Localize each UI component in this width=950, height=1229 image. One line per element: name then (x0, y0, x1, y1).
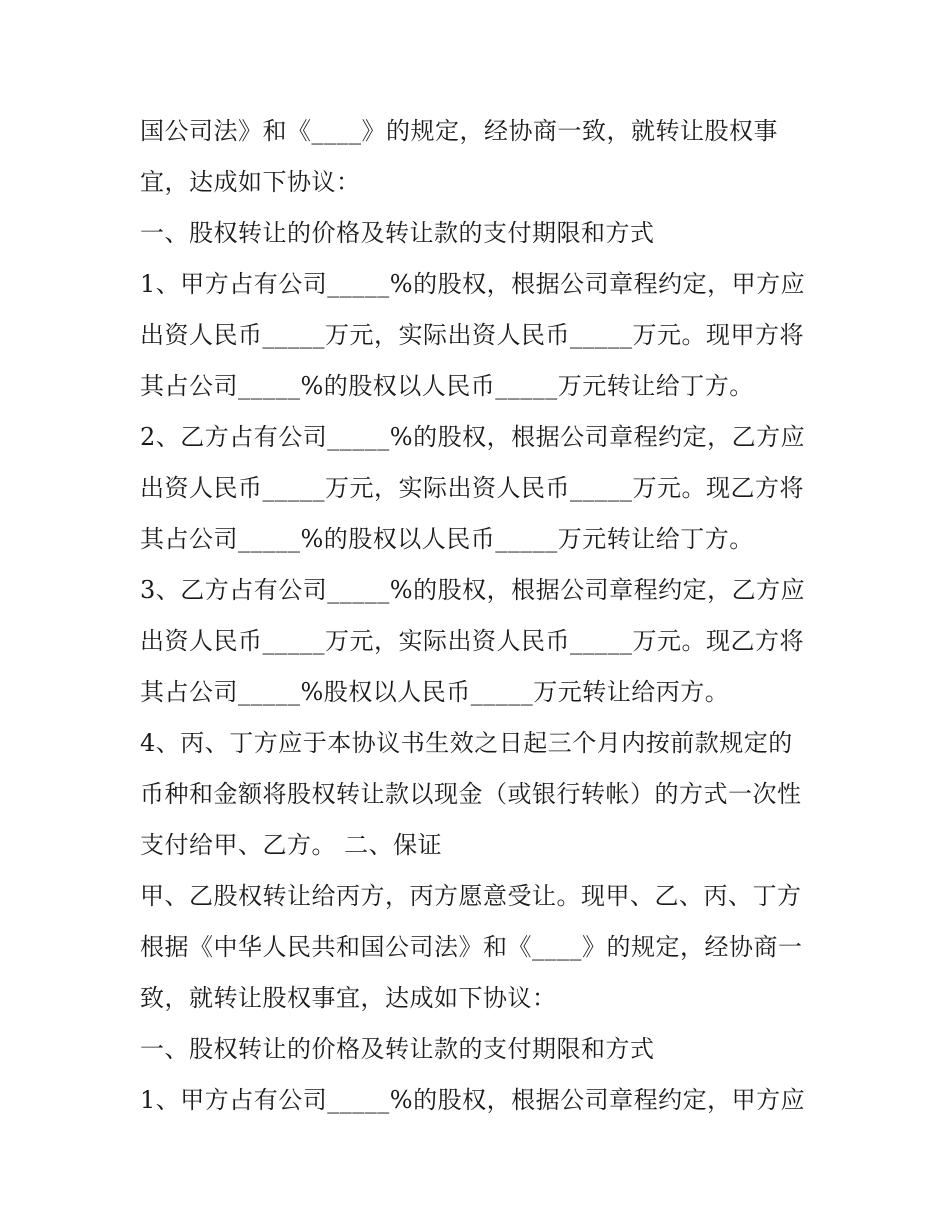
text-line: 其占公司_____%股权以人民币_____万元转让给丙方。 (140, 678, 730, 706)
text-line: 国公司法》和《____》的规定，经协商一致，就转让股权事 (140, 117, 778, 145)
text-line: 1、甲方占有公司_____%的股权，根据公司章程约定，甲方应 (140, 1086, 806, 1114)
agreement-text (140, 106, 830, 1126)
text-line: 致，就转让股权事宜，达成如下协议： (140, 984, 557, 1012)
text-line: 宜，达成如下协议： (140, 168, 361, 196)
text-line: 出资人民币_____万元，实际出资人民币_____万元。现乙方将 (140, 627, 804, 655)
text-line: 出资人民币_____万元，实际出资人民币_____万元。现乙方将 (140, 474, 804, 502)
text-line: 2、乙方占有公司_____%的股权，根据公司章程约定，乙方应 (140, 423, 806, 451)
text-line: 其占公司_____%的股权以人民币_____万元转让给丁方。 (140, 372, 754, 400)
text-line: 根据《中华人民共和国公司法》和《____》的规定，经协商一 (140, 933, 803, 961)
text-line: 支付给甲、乙方。 二、保证 (140, 831, 443, 859)
text-line: 币种和金额将股权转让款以现金（或银行转帐）的方式一次性 (140, 780, 802, 808)
text-line: 1、甲方占有公司_____%的股权，根据公司章程约定，甲方应 (140, 270, 806, 298)
text-line: 其占公司_____%的股权以人民币_____万元转让给丁方。 (140, 525, 754, 553)
text-line: 3、乙方占有公司_____%的股权，根据公司章程约定，乙方应 (140, 576, 806, 604)
section-heading: 一、股权转让的价格及转让款的支付期限和方式 (140, 219, 655, 247)
text-line: 出资人民币_____万元，实际出资人民币_____万元。现甲方将 (140, 321, 804, 349)
section-heading: 一、股权转让的价格及转让款的支付期限和方式 (140, 1035, 655, 1063)
text-line: 4、丙、丁方应于本协议书生效之日起三个月内按前款规定的 (140, 729, 793, 757)
text-line: 甲、乙股权转让给丙方，丙方愿意受让。现甲、乙、丙、丁方 (140, 882, 802, 910)
